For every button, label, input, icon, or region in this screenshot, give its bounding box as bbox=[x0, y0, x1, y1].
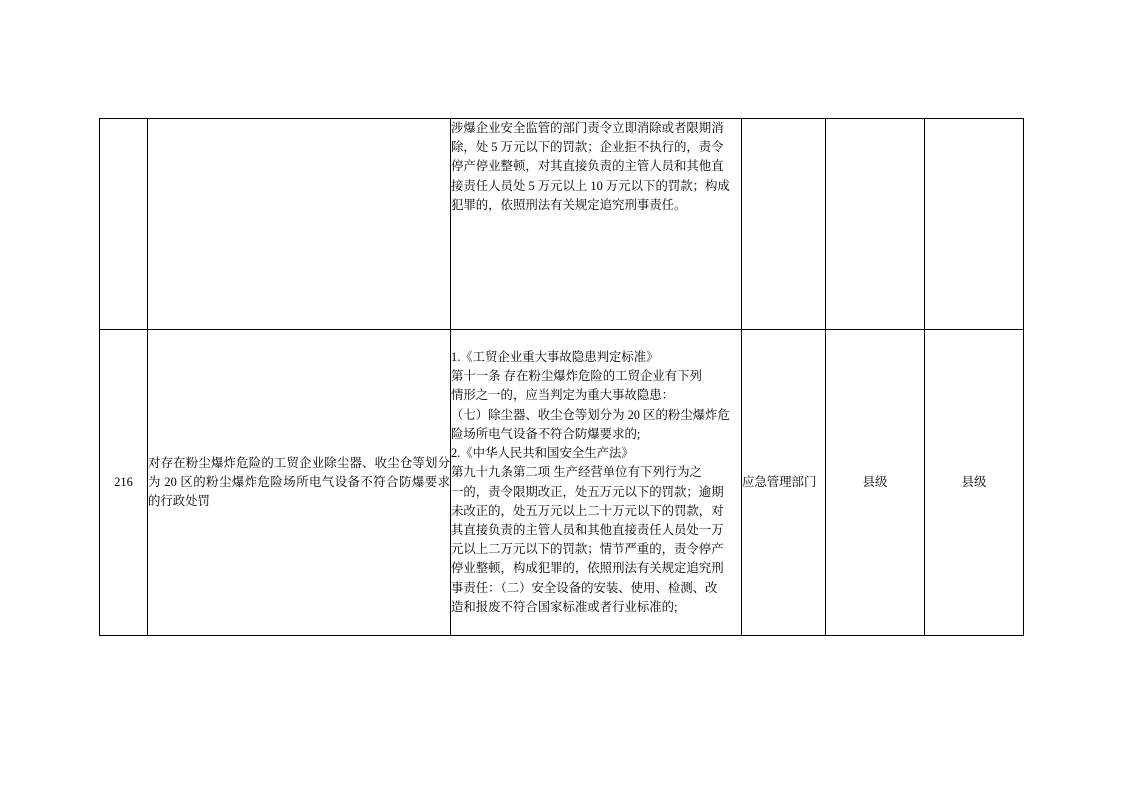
basis-line: 其直接负责的主管人员和其他直接责任人员处一万 bbox=[451, 522, 724, 537]
basis-line: 造和报废不符合国家标准或者行业标准的; bbox=[451, 599, 678, 614]
row-number bbox=[100, 119, 148, 330]
basis-line: 1.《工贸企业重大事故隐患判定标准》 bbox=[451, 349, 659, 364]
row-legal-basis bbox=[451, 119, 742, 330]
basis-line: 涉爆企业安全监管的部门责令立即消除或者限期消 bbox=[451, 121, 724, 135]
row-level-1 bbox=[826, 119, 925, 330]
basis-line: 第十一条 存在粉尘爆炸危险的工贸企业有下列 bbox=[451, 369, 702, 384]
basis-line: 险场所电气设备不符合防爆要求的; bbox=[451, 426, 641, 441]
basis-line: 元以上二万元以下的罚款；情节严重的，责令停产 bbox=[451, 542, 724, 557]
basis-line: 一的，责令限期改正，处五万元以下的罚款；逾期 bbox=[451, 484, 724, 499]
basis-line: 第九十九条第二项 生产经营单位有下列行为之 bbox=[451, 465, 702, 480]
basis-line: （七）除尘器、收尘仓等划分为 20 区的粉尘爆炸危 bbox=[451, 407, 730, 422]
basis-line: 接责任人员处 5 万元以上 10 万元以下的罚款；构成 bbox=[451, 178, 730, 193]
basis-line: 停业整顿，构成犯罪的，依照刑法有关规定追究刑 bbox=[451, 561, 724, 576]
row-level-2 bbox=[925, 119, 1024, 330]
row-department bbox=[742, 119, 826, 330]
row-department: 应急管理部门 bbox=[742, 330, 826, 636]
row-number: 216 bbox=[100, 330, 148, 636]
row-level-2: 县级 bbox=[925, 330, 1024, 636]
row-item-name bbox=[148, 119, 451, 330]
basis-line: 未改正的，处五万元以上二十万元以下的罚款，对 bbox=[451, 503, 724, 518]
table-row bbox=[100, 330, 1024, 636]
basis-line: 除，处 5 万元以下的罚款；企业拒不执行的，责令 bbox=[451, 140, 724, 155]
table-row bbox=[100, 119, 1024, 330]
basis-line: 停产停业整顿，对其直接负责的主管人员和其他直 bbox=[451, 159, 724, 174]
administrative-penalty-table bbox=[99, 118, 1024, 636]
basis-line: 情形之一的，应当判定为重大事故隐患： bbox=[451, 388, 675, 403]
row-item-name: 对存在粉尘爆炸危险的工贸企业除尘器、收尘仓等划分为 20 区的粉尘爆炸危险场所电气设备不符合防爆要求的行政处罚 bbox=[148, 330, 451, 636]
basis-line: 2.《中华人民共和国安全生产法》 bbox=[451, 446, 634, 461]
row-level-1: 县级 bbox=[826, 330, 925, 636]
basis-line: 事责任：（二）安全设备的安装、使用、检测、改 bbox=[451, 580, 718, 595]
row-legal-basis bbox=[451, 330, 742, 636]
basis-line: 犯罪的，依照刑法有关规定追究刑事责任。 bbox=[451, 197, 687, 212]
